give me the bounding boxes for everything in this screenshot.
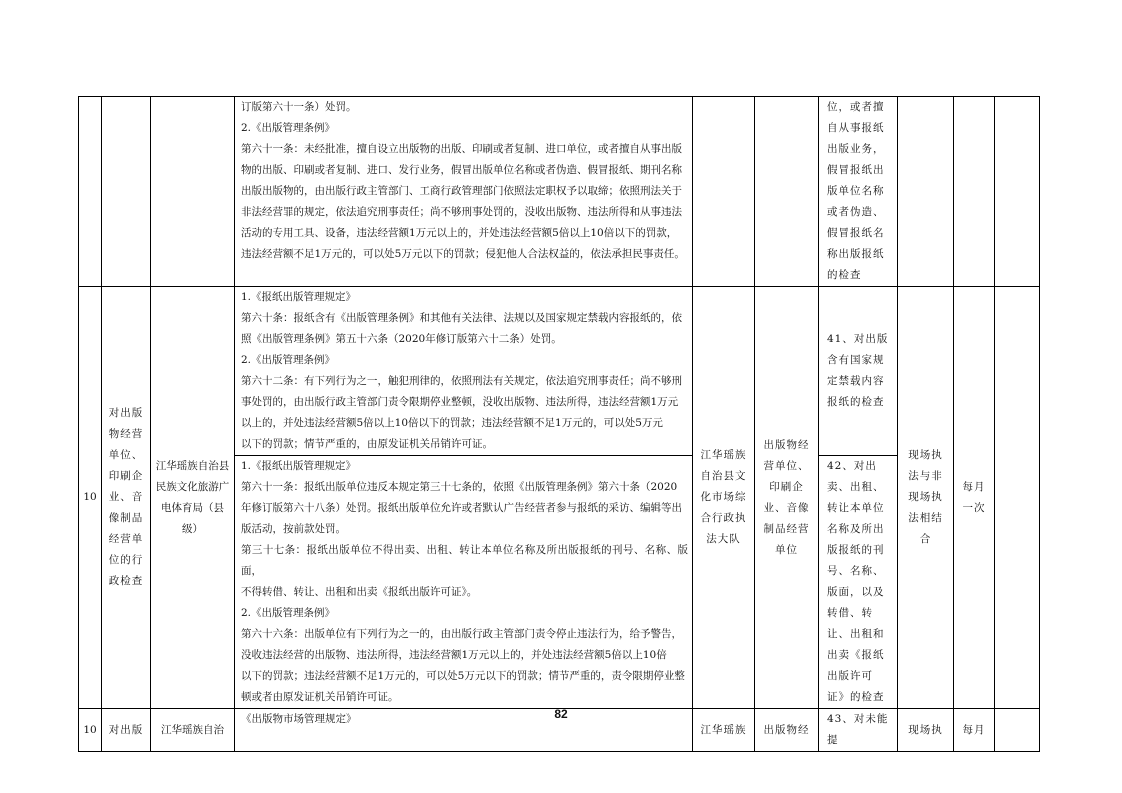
basis-line: 2.《出版管理条例》 (241, 122, 336, 134)
basis-line: 2.《出版管理条例》 (241, 607, 336, 619)
basis-line: 顿或者由原发证机关吊销许可证。 (241, 691, 399, 703)
basis-line: 第六十条：报纸含有《出版管理条例》和其他有关法律、法规以及国家规定禁载内容报纸的，依 (241, 312, 682, 324)
legal-basis-cell (235, 287, 693, 456)
basis-line: 事处罚的，由出版行政主管部门责令限期停业整顿，没收出版物、违法所得，违法经营额1万元 (241, 396, 679, 408)
inspection-frequency-cell: 每月 (954, 709, 995, 752)
basis-line: 第三十七条：报纸出版单位不得出卖、出租、转让本单位名称及所出版报纸的刊号、名称、版面， (241, 544, 688, 577)
item-cell: 对出版 (102, 709, 151, 752)
remarks-cell (995, 97, 1040, 287)
department-cell: 江华瑶族自治县民族文化旅游广电体育局（县级） (151, 287, 235, 709)
inspection-content-cell: 位，或者擅自从事报纸出版业务，假冒报纸出版单位名称或者伪造、假冒报纸名称出版报纸的检查 (819, 97, 898, 287)
basis-line: 第六十一条：报纸出版单位违反本规定第三十七条的，依照《出版管理条例》第六十条（2020 (241, 481, 678, 493)
table-row (79, 97, 1040, 287)
inspection-object-cell (755, 97, 819, 287)
item-cell: 对出版物经营单位、印刷企业、音像制品经营单位的行政检查 (102, 287, 151, 709)
department-cell (151, 97, 235, 287)
basis-line: 以下的罚款；情节严重的，由原发证机关吊销许可证。 (241, 438, 493, 450)
basis-line: 不得转借、转让、出租和出卖《报纸出版许可证》。 (241, 586, 478, 598)
enforcement-table (78, 96, 1040, 752)
basis-line: 2.《出版管理条例》 (241, 354, 336, 366)
basis-line: 以下的罚款；违法经营额不足1万元的，可以处5万元以下的罚款；情节严重的，责令限期停业整 (241, 670, 685, 682)
enforcement-team-cell: 江华瑶族自治县文化市场综合行政执法大队 (693, 287, 755, 709)
table-row (79, 287, 1040, 456)
item-cell (102, 97, 151, 287)
basis-line: 出版出版物的，由出版行政主管部门、工商行政管理部门依照法定职权予以取缔；依照刑法关于 (241, 185, 682, 197)
basis-line: 《出版物市场管理规定》 (241, 713, 357, 725)
inspection-method-cell: 现场执 (898, 709, 954, 752)
inspection-frequency-cell: 每月一次 (954, 287, 995, 709)
basis-line: 第六十六条：出版单位有下列行为之一的，由出版行政主管部门责令停止违法行为，给予警告， (241, 628, 682, 640)
inspection-method-cell: 现场执法与非现场执法相结合 (898, 287, 954, 709)
inspection-frequency-cell (954, 97, 995, 287)
basis-line: 1.《报纸出版管理规定》 (241, 460, 357, 472)
department-cell: 江华瑶族自治 (151, 709, 235, 752)
inspection-object-cell: 出版物经营单位、印刷企业、音像制品经营单位 (755, 287, 819, 709)
basis-line: 非法经营罪的规定，依法追究刑事责任；尚不够刑事处罚的，没收出版物、违法所得和从事违法 (241, 206, 682, 218)
basis-line: 物的出版、印刷或者复制、进口、发行业务，假冒出版单位名称或者伪造、假冒报纸、期刊名称 (241, 164, 682, 176)
basis-line: 以上的，并处违法经营额5倍以上10倍以下的罚款；违法经营额不足1万元的，可以处5万元 (241, 417, 663, 429)
basis-line: 没收违法经营的出版物、违法所得，违法经营额1万元以上的，并处违法经营额5倍以上10倍 (241, 649, 667, 661)
serial-number-cell: 10 (79, 287, 102, 709)
basis-line: 订版第六十一条）处罚。 (241, 101, 357, 113)
enforcement-team-cell (693, 97, 755, 287)
basis-line: 照《出版管理条例》第五十六条（2020年修订版第六十二条）处罚。 (241, 333, 562, 345)
basis-line: 版活动，按前款处罚。 (241, 523, 346, 535)
basis-line: 违法经营额不足1万元的，可以处5万元以下的罚款；侵犯他人合法权益的，依法承担民事责任。 (241, 248, 685, 260)
serial-number-cell (79, 97, 102, 287)
inspection-content-cell: 41、对出版含有国家规定禁载内容报纸的检查 (819, 287, 898, 456)
remarks-cell (995, 287, 1040, 709)
basis-line: 1.《报纸出版管理规定》 (241, 291, 357, 303)
enforcement-team-cell: 江华瑶族 (693, 709, 755, 752)
inspection-object-cell: 出版物经 (755, 709, 819, 752)
legal-basis-cell (235, 456, 693, 709)
legal-basis-cell (235, 97, 693, 287)
page-number: 82 (554, 707, 568, 721)
basis-line: 活动的专用工具、设备，违法经营额1万元以上的，并处违法经营额5倍以上10倍以下的罚款， (241, 227, 678, 239)
inspection-content-cell: 42、对出卖、出租、转让本单位名称及所出版报纸的刊号、名称、版面，以及转借、转让、出租和出卖《报纸出版许可证》的检查 (819, 456, 898, 709)
serial-number-cell: 10 (79, 709, 102, 752)
basis-line: 第六十一条：未经批准，擅自设立出版物的出版、印刷或者复制、进口单位，或者擅自从事出版 (241, 143, 682, 155)
basis-line: 年修订版第六十八条）处罚。报纸出版单位允许或者默认广告经营者参与报纸的采访、编辑等出 (241, 502, 682, 514)
inspection-method-cell (898, 97, 954, 287)
inspection-content-cell: 43、对未能提 (819, 709, 898, 752)
basis-line: 第六十二条：有下列行为之一，触犯刑律的，依照刑法有关规定，依法追究刑事责任；尚不够刑 (241, 375, 682, 387)
